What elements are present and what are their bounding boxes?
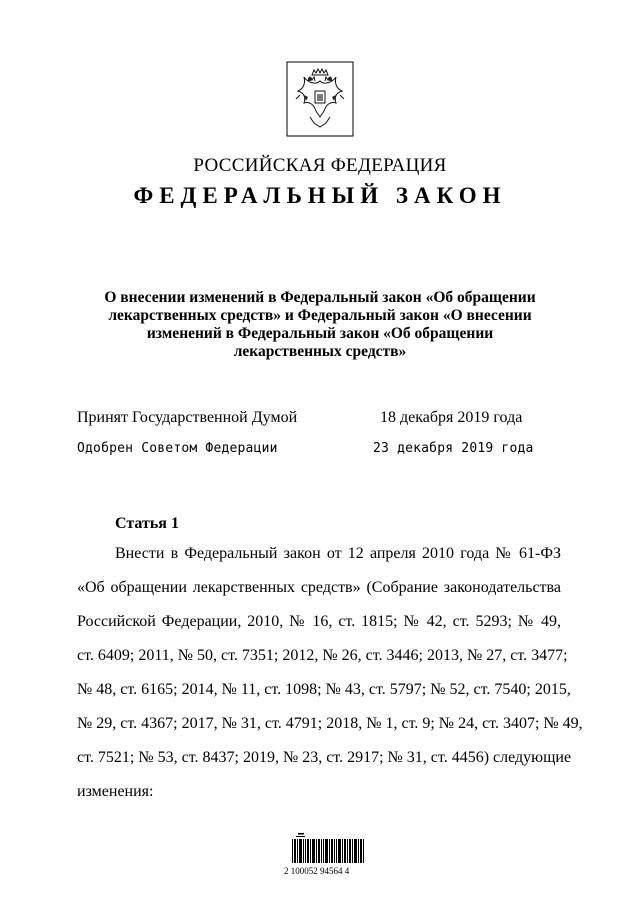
body-line: «Об обращении лекарственных средств» (Собрание законодательства (77, 579, 561, 596)
body-line: ст. 7521; № 53, ст. 8437; 2019, № 23, ст. 2917; № 31, ст. 4456) следующие (77, 749, 572, 766)
title-line: изменений в Федеральный закон «Об обращении (146, 325, 494, 342)
document-type: ФЕДЕРАЛЬНЫЙ ЗАКОН (133, 183, 507, 208)
title-line: лекарственных средств» и Федеральный закон «О внесении (108, 307, 532, 324)
article-body (77, 545, 583, 817)
body-line: Российской Федерации, 2010, № 16, ст. 1815; № 42, ст. 5293; № 49, (77, 613, 561, 630)
country-name: РОССИЙСКАЯ ФЕДЕРАЦИЯ (193, 155, 447, 176)
title-line: лекарственных средств» (233, 343, 407, 360)
duma-label: Принят Государственной Думой (77, 409, 298, 426)
article-heading: Статья 1 (115, 515, 179, 532)
body-line: № 48, ст. 6165; 2014, № 11, ст. 1098; № 43, ст. 5797; № 52, ст. 7540; 2015, (77, 681, 571, 698)
body-line: ст. 6409; 2011, № 50, ст. 7351; 2012, № 26, ст. 3446; 2013, № 27, ст. 3477; (77, 647, 568, 664)
document-title (90, 289, 550, 361)
barcode-number: 2 100052 94564 4 (284, 866, 350, 876)
title-line: О внесении изменений в Федеральный закон «Об обращении (104, 289, 536, 306)
duma-date: 18 декабря 2019 года (380, 409, 523, 426)
russian-coat-of-arms-icon (286, 61, 354, 137)
council-label: Одобрен Советом Федерации (77, 441, 278, 456)
body-line: Внести в Федеральный закон от 12 апреля 2010 года № 61-ФЗ (115, 545, 561, 562)
council-date: 23 декабря 2019 года (373, 441, 534, 456)
body-line: изменения: (77, 783, 154, 800)
body-line: № 29, ст. 4367; 2017, № 31, ст. 4791; 2018, № 1, ст. 9; № 24, ст. 3407; № 49, (77, 715, 583, 732)
